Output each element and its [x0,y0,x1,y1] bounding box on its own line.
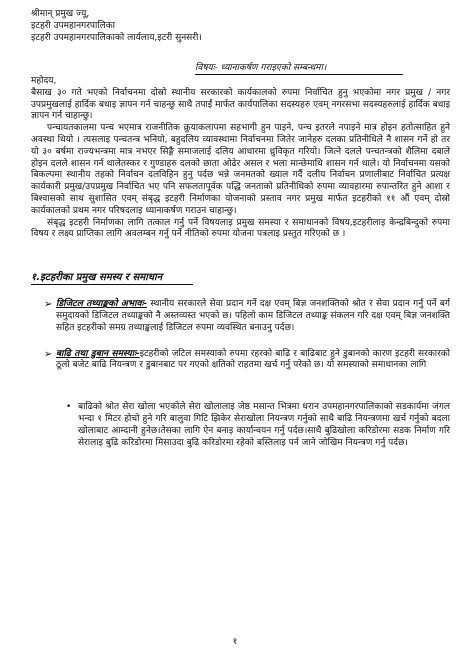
recipient-line: श्रीमान् प्रमुख ज्यू, [31,9,90,19]
salutation: महोदय, [31,76,57,86]
intro-paragraph-2: पन्चायतकालमा पन्च भएमात्र राजनीतिक क्रुयाकलापमा सहभागी हुन पाइने, पन्च इतरले नपाइने मात्र होइन हतोत्साहित हुने अवस्था थियो । त्यसलाइ पन्चतन्त्र भनियो, बहुदलिय व्यावस्थामा निर्वाचनमा जितेर जानेहरु दलका प्रतिनीधिले नै शासन गर्ने हो तर यो ३० बर्षमा राज्यभन्त्रमा मात्र नभएर सिङ्गै समाजलाई दलिय आधारमा ध्रुविकृत गरियो। जित्ने दलले पन्चतन्त्रको शैलिमा दबाले होइन दलले शासन गर्न थालेतस्कर र गुण्डाहरु दलको छाता ओढेर असल र भला मान्छेमाथि शासन गर्न थाले। यो निर्वाचनमा यसको बिकल्पमा स्थानीय तहको निर्वाचन दलविहिन हुनु पर्दछ भन्ने जनमतको ख्याल गर्दै दलीय निर्वाचन प्रणालीबाट निर्वाचित प्रत्यक्ष कार्यकारी प्रमुख/उपप्रमुख निर्वाचित भए पनि सफलतापूर्वक पद्धि जनताको प्रतिनीधिको रुपमा व्यावहारमा रुपान्तरित हुने आशा र बिश्वासको साथ सुशासित एवम् संबृद्ध इटहरी निर्माणका योजनाको प्रस्ताव नगर प्रमुख मार्फत इटहरीको ११ औं एवम् दोस्रो कार्यकालको प्रथम नगर परिषदलाइ ध्यानाकर्षण गराउन चाहान्छु। [31,123,450,216]
arrow-bullet-icon: ➢ [44,348,53,360]
page-number: १ [232,637,238,647]
bullet-dot-icon: • [66,402,72,413]
intro-block [31,76,450,241]
arrow-bullet-icon: ➢ [44,299,53,311]
address-block [31,8,450,44]
intro-paragraph-3: संबृद्ध इटहरी निर्माणका लागि तत्काल गर्नु पर्ने विषयलाइ प्रमुख समस्या र समाधानको विषय,इटहरीलाइ केन्द्रबिन्दुको रुपमा विषय र लक्ष्य प्राप्तिका लागि अवलम्बन गर्नु पर्ने नीतिको रुपमा योजना पत्रलाइ प्रस्तुत गरिएको छ । [31,217,450,240]
intro-paragraph-1: बैसाख ३० गते भएको निर्वाचनमा दोस्रो स्थानीय सरकारको कार्यकालको रुपमा निर्वाचित हुनु भएकोमा नगर प्रमुख / नगर उपप्रमुखलाई हार्दिक बधाइ ज्ञापन गर्न चाहन्छु साथै तपाईं मार्फत कार्यपालिका सदस्यहरु एवम् नगरसभा सदस्यहरुलाई हार्दिक बधाइ ज्ञापन गर्न चाहान्छु। [31,87,450,122]
section-title: डिजिटल तथ्याङ्कको अभावः- [56,299,148,310]
section-digital-data [31,299,450,334]
section-text: स्थानीय सरकारले सेवा प्रदान गर्ने दक्ष एवम् बिज्ञ जनशक्तिको श्रोत र सेवा प्रदान गर्नु पर्ने बर्ग समुदायको डिजिटल तथ्याङ्कको नै अस्तव्यस्त भएको छ। पहिलो काम डिजिटल तथ्याङ्क संकलन गरि दक्ष एवम् बिज्ञ जनशक्ति सहित इटहरीको समग्र तथ्याङ्कलाई डिजिटल रुपमा व्यवस्थित बनाउनु पर्दछ। [56,299,450,333]
bullet-text: बाढिको श्रोत सेरा खोला भएकोले सेरा खोलालाइ जेष्ठ मसान्त भित्रमा धरान उपमहानगरपालिकाको सडकार्यमा जंगल भन्दा १ मिटर होचो हुने गरि बालुवा गिटि झिकेर सेराखोला नियन्त्रण गर्नुको साथै बाढि नियन्त्रणमा खर्च गर्नुको बदला खोलाबाट आम्दानी हुनेछ।तेसका लागि ऐन बनाइ कार्यान्वयन गर्नु पर्दछ।साथै बुढिखोला करिडोरमा सडक निर्माण गरि सेरालाइ बुढि करिडोरमा मिसाउदा बुढि करिडोरमा रहेको बस्तिलाइ पर्न जाने जोखिम नियन्त्रण गर्नु पर्दछ। [78,402,450,448]
section-title: बाढि तथा डुबान समस्याः- [56,348,140,359]
section-flood [31,349,450,373]
office-address: इटहरी उपमहानगरपालिकाको लार्यलाय,इटरी सुनसरी। [31,33,202,43]
section-heading: १.इटहरीका प्रमुख समस्य र समाधान [31,271,193,285]
flood-solution-item [31,402,450,449]
subject-line: विषयः- ध्यानाकर्षण गराइएको सम्बन्धमा। [195,62,403,75]
office-name: इटहरी उपमहानगरपालिका [31,21,116,31]
section-text: इटहरीको जटिल समस्याको रुपमा रहरको बाढि र बाढिबाट हुने डुबानको कारण इटहरी सरकारको ठूलो बजेट बाढि नियन्त्रण र डुबानबाट पर गएको क्षतिको राहतमा खर्च गर्नु परेको छ। यो समस्याको समाधानका लागि [56,348,450,371]
